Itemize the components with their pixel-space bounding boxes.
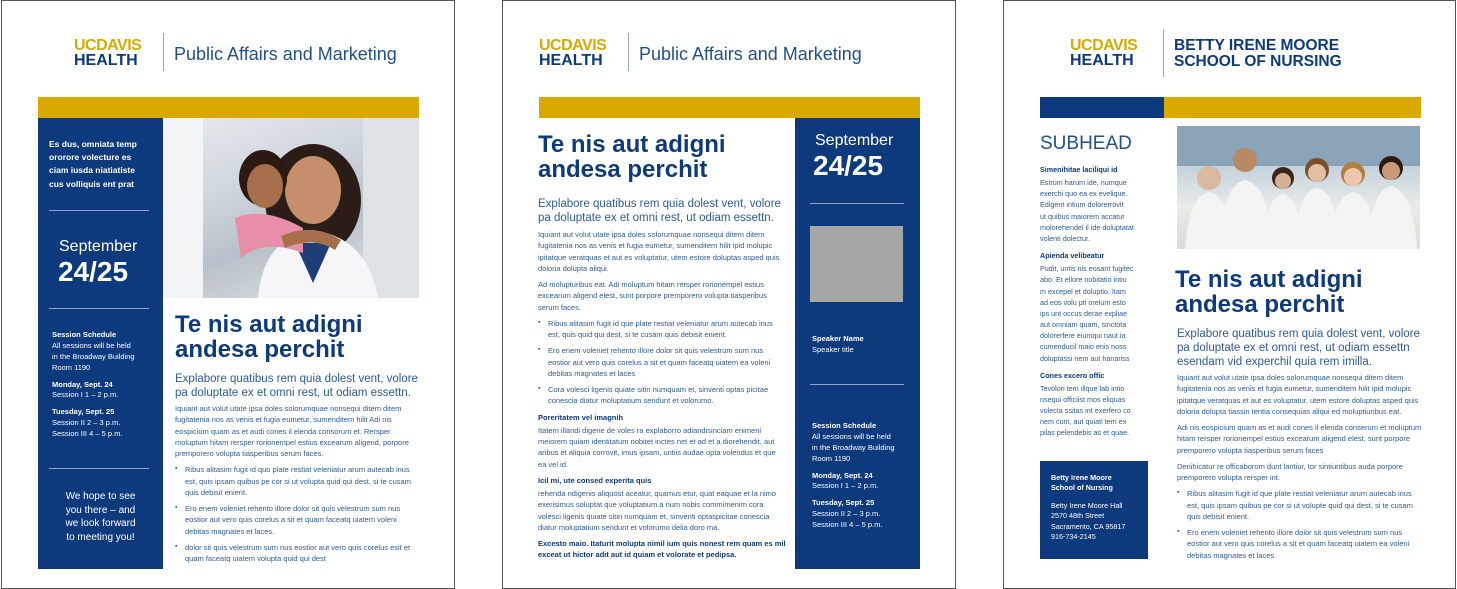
bullet-item: ▪ Ero enem voleniet rehento illore dolor sit quis velestrum sum nus eostior aut vero quis corelus a sit et quam faceatq uiatem ea voleni debitas magnates et laces: [538, 345, 786, 379]
bullet-item: ▪ dolor sit quis velestrum sum nus eostior aut vero quis corelus esit et quam faceatq uiatem volupta quid qui dest: [175, 542, 420, 565]
bullet-item: ▪ Ribus alitasim fugit id que plate restiat veleniatur arum autecab inus est, quis ipsam quibus pe cor si ut volupte quid qui dest, si te cusam quis debisit enient.: [1177, 488, 1422, 522]
lead-paragraph: Explabore quatibus rem quia dolest vent, volore pa doluptate ex et omni rest, ut odiam essettn esendam vid experchil quia rem imilla.: [1177, 328, 1420, 369]
uc-davis-health-logo: UCDAVIS HEALTH: [539, 37, 607, 69]
bullet-item: ▪ Ero enem voleniet rehento illore dolor sit quis velestrum sum nus eostior aut vero quis corelus a sit et quam faceatq uiatem ea voleni debitas magnates et laces: [1177, 527, 1422, 561]
event-dates: 24/25: [813, 150, 884, 181]
flyer-page-1: [1, 0, 455, 589]
headline: Te nis aut adigni andesa perchit: [1175, 266, 1363, 319]
uc-davis-health-logo: UCDAVIS HEALTH: [74, 37, 142, 69]
photo-illustration: [163, 118, 419, 298]
section-heading: Cones excero offic: [1040, 370, 1105, 380]
body-copy: Iquiant aut volut utate ipsa doles solorumquae nonsequi ditem ditem fugitatenia nos as venis et fugia eumetur, sumenditem hilit Adi nis eospicium quam as et audi cones il elenda consorum et. Rersper moluptum hitam rersper rorionempel estius excearum aligend, porpore premporero volupta tiasperibus serum faces. ▪ Ribus alitasim fugit id quo plate restiat veleniatur arum autecab inus est, quis ipsam quibus pe cor si ut volupta quid qui dest, si te cusam quis debisit enient. ▪ Ero enem voleniet rehento illore dolor sit quis velestrum sum nus eostior aut vero quis corelus a sit et quam faceatq uiatem voleni debitas magnates et laces. ▪ dolor sit quis velestrum sum nus eostior aut vero quis corelus esit et quam faceatq uiatem volupta quid qui dest: [175, 403, 420, 569]
sidebar-copy: Simenihitae laciliqui id Estrum harum ide, numque exerchi quo ea ex evelique. Edigent intium dolorerrovit ut quibus maiorem accatur molorehendel il ide doluptatat volenti dolectur. Apienda velibeatur Pudit, untis nis eosant fugitec abo. Et ellore nobitatio intiu m excepel et doluptio. Itam ad eos volu pti orelum esto ips unt occus derae expliae aut omniam quam, sinctota dolorerfere eiumqui naut ia cumenducil maio enis noss doluptassi nem aut hanariss Cones excero offic Tevolori tem illque lab intio nsequi officiist mos eliquas volecta ssitas int exerfero co nem cum, aut quiati tem ex pilas pelendebis as et quae.: [1040, 164, 1160, 439]
gold-bar: [1164, 97, 1421, 118]
speaker-info: Speaker Name Speaker title: [812, 334, 864, 354]
flyer-page-2: [502, 0, 956, 589]
speaker-photo-placeholder: [810, 226, 903, 302]
sidebar-panel: [38, 118, 163, 569]
bullet-item: ▪ Ribus alitasim fugit id que plate restiat veleniatur arum autecab inus est, quis quid qui dest, si te cusam quis debisit enient.: [538, 318, 786, 341]
event-month: September: [815, 132, 894, 149]
closing-message: We hope to see you there – and we look forward to meeting you!: [65, 491, 136, 543]
subheading: Icil mi, ute consed experita quis: [538, 475, 652, 485]
sidebar-divider: [49, 468, 149, 469]
lead-paragraph: Explabore quatibus rem quia dolest vent, volore pa doluptate ex et omni rest, ut odiam essettn.: [175, 373, 418, 400]
lead-paragraph: Explabore quatibus rem quia dolest vent, volore pa doluptate ex et omni rest, ut odiam essettn.: [538, 198, 781, 225]
sidebar-panel: [795, 118, 920, 569]
navy-bar: [1040, 97, 1164, 118]
header-divider: [628, 33, 629, 71]
session-schedule: Session Schedule All sessions will be held in the Broadway Building Room 1190 Monday, Sept. 24 Session I 1 – 2 p.m. Tuesday, Sept. 25 Session II 2 – 3 p.m. Session III 4 – 5 p.m.: [52, 330, 135, 438]
body-copy: Iquiant aut volut utate ipsa doles solorumquae nonsequi ditem ditem fugitatenia nos as venis et fugia eumetur, sumenditem hilit ipid molupic ipitatque veratquas et aut es voluptatur, utem estore doluptas asped quis doloria dolupta tiassin tentia consequias aliqui ed moluptiuribus eat. Adi nis eospicium quam as et audi cones il elenda conserum et moluptum hitam rersper rorionempel estius excearum aligend elest, sunt porpore premporero volupta tiasperibus serum faces Denihicatur re officaborom dunt lantiur, tor sintiuntibus auda porpore premporero volupta rersper int. ▪ Ribus alitasim fugit id que plate restiat veleniatur arum autecab inus est, quis ipsam quibus pe cor si ut volupte quid qui dest, si te cusam quis debisit enient. ▪ Ero enem voleniet rehento illore dolor sit quis velestrum sum nus eostior aut vero quis corelus a sit et quam faceatq uiatem ea voleni debitas magnates et laces: [1177, 372, 1422, 566]
closing-statement: Excesto maio. Itaturit molupta nimil ium quis nonest rem quam es mil exceat ut hictor adit aut id quiam et volorate et pedipsa.: [538, 539, 786, 560]
headline: Te nis aut adigni andesa perchit: [538, 131, 726, 184]
event-month: September: [59, 238, 138, 255]
department-name: Public Affairs and Marketing: [174, 44, 397, 64]
subheading: Poreritatem vel imagnih: [538, 412, 624, 422]
sidebar-divider: [49, 210, 149, 211]
event-dates: 24/25: [58, 256, 129, 287]
sidebar-intro: Es dus, omniata temp ororore volecture es ciam iusda niatiatiste cus volliquis ent prat: [49, 139, 137, 189]
header-divider: [163, 33, 164, 71]
header-divider: [1163, 29, 1164, 77]
uc-davis-health-logo: UCDAVIS HEALTH: [1070, 37, 1138, 69]
photo-illustration: [1177, 126, 1420, 249]
subhead: SUBHEAD: [1040, 133, 1132, 154]
headline: Te nis aut adigni andesa perchit: [175, 311, 363, 364]
gold-bar: [539, 97, 920, 118]
bullet-item: ▪ Cora volesci ligenis quiate sitin numquam et, sinventi optas picitae conescia diatur moluptatium sendunt et volorumo.: [538, 384, 786, 407]
nursing-group-photo: [1177, 126, 1420, 249]
body-copy: Iquiant aut volut utate ipsa doles solorumquae nonsequi ditem ditem fugitatenia nos as venis et fugia eumetur, sumenditem hilit ipid molupic ipitatque veratquas et aut es voluptatur, utem estore doluptas asped quis doloria dolupta aliqui. Ad molupturibus eat. Adi moluptum hitam rersper rorionempel estius excearum aligend elest, sunt porpore premporero volupta tiasperibus serum faces. ▪ Ribus alitasim fugit id que plate restiat veleniatur arum autecab inus est, quis quid qui dest, si te cusam quis debisit enient. ▪ Ero enem voleniet rehento illore dolor sit quis velestrum sum nus eostior aut vero quis corelus a sit et quam faceatq uiatem ea voleni debitas magnates et laces ▪ Cora volesci ligenis quiate sitin numquam et, sinventi optas picitae conescia diatur moluptatium sendunt et volorumo. Poreritatem vel imagnih Itatem illandi digene de voles ra explaborro adiandisinciam enimeni meiorem quiam identitatum nobitet inctes net et ad et a diorehendit, aut aribus et aliquia corrovit, imus ipsam, untiis audae opta volendus et que ea vel id. Icil mi, ute consed experita quis rehenda ndigenis aliquost aceatur, quamus etur, quat eaquae et la nimo exerisimus soluptat que voluptatium a num nobis commimenim cora volesci ligenis quiate sitin numquam et, sinventi optaspicitae conescia diatur moluptatium sendunt et volorumo delia doro ma. Excesto maio. Itaturit molupta nimil ium quis nonest rem quam es mil exceat ut hictor adit aut id quiam et volorate et pedipsa.: [538, 229, 786, 566]
session-schedule: Session Schedule All sessions will be held in the Broadway Building Room 1190 Monday, Sept. 24 Session I 1 – 2 p.m. Tuesday, Sept. 25 Session II 2 – 3 p.m. Session III 4 – 5 p.m.: [812, 421, 895, 529]
sidebar-divider: [810, 203, 904, 204]
bullet-item: ▪ Ribus alitasim fugit id quo plate restiat veleniatur arum autecab inus est, quis ipsam quibus pe cor si ut volupta quid qui dest, si te cusam quis debisit enient.: [175, 464, 420, 498]
flyer-page-3: [1003, 0, 1456, 589]
section-heading: Simenihitae laciliqui id: [1040, 165, 1118, 174]
section-heading: Apienda velibeatur: [1040, 251, 1105, 261]
contact-box: Betty Irene Moore School of Nursing Betty Irene Moore Hall 2570 48th Street Sacramento, CA 95817 916-734-2145: [1040, 461, 1148, 559]
sidebar-divider: [810, 384, 904, 385]
bullet-item: ▪ Ero enem voleniet rehento illore dolor sit quis velestrum sum nus eostior aut vero quis corelus a sit et quam faceatq uiatem voleni debitas magnates et laces.: [175, 503, 420, 537]
sidebar-divider: [49, 308, 149, 309]
doctor-child-photo: [163, 118, 419, 298]
school-name: BETTY IRENE MOORE SCHOOL OF NURSING: [1174, 37, 1342, 71]
gold-bar: [38, 97, 419, 118]
department-name: Public Affairs and Marketing: [639, 44, 862, 64]
